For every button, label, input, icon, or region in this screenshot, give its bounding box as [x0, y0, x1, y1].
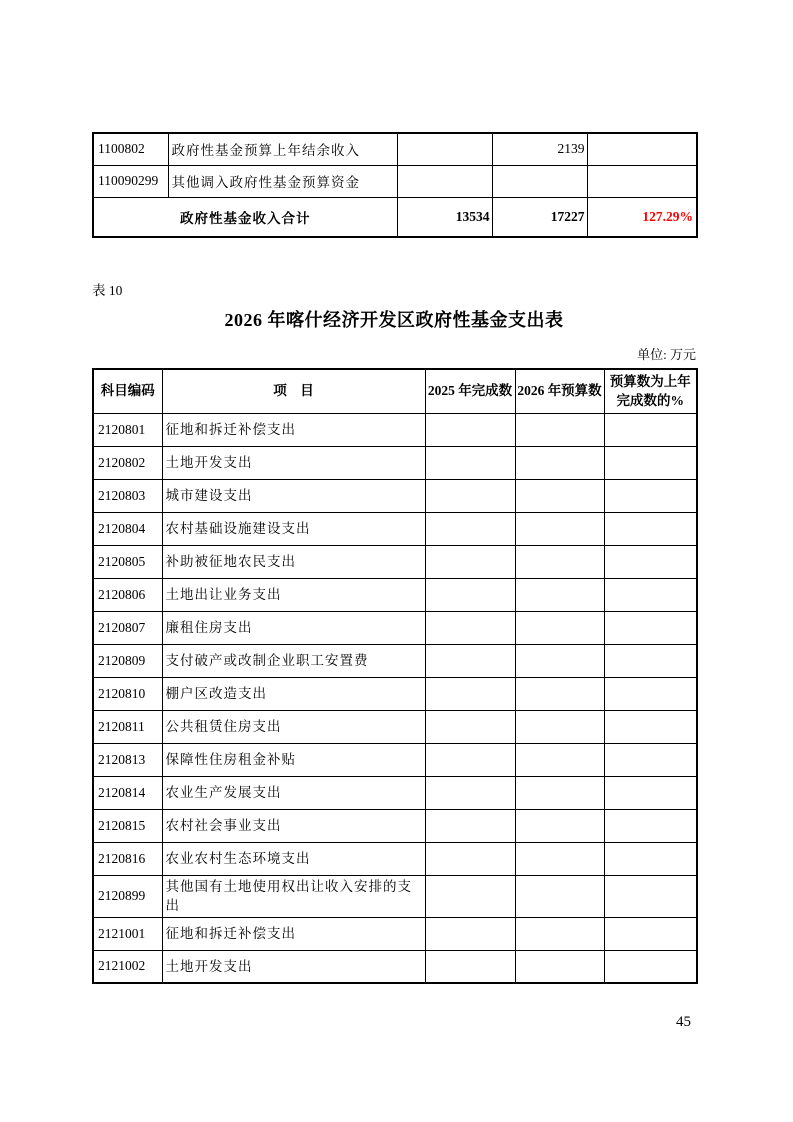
subject-code-cell: 2120802	[93, 446, 162, 479]
percent-cell	[604, 512, 697, 545]
item-name-cell: 其他调入政府性基金预算资金	[168, 165, 397, 197]
item-name-cell: 其他国有土地使用权出让收入安排的支出	[162, 875, 425, 917]
percent-cell	[604, 545, 697, 578]
value-2026-cell	[515, 512, 604, 545]
value-2025-cell	[425, 545, 515, 578]
item-name-cell: 征地和拆迁补偿支出	[162, 917, 425, 950]
value-2025-cell	[425, 917, 515, 950]
subject-code-cell: 2120816	[93, 842, 162, 875]
value-2026-cell	[515, 644, 604, 677]
table-row	[93, 842, 697, 875]
percent-cell	[604, 446, 697, 479]
percent-cell	[604, 578, 697, 611]
value-2026-cell	[515, 809, 604, 842]
header-percent: 预算数为上年完成数的%	[604, 369, 697, 413]
item-name-cell: 廉租住房支出	[162, 611, 425, 644]
item-name-cell: 土地出让业务支出	[162, 578, 425, 611]
value-2026-cell	[515, 578, 604, 611]
value-2025-cell	[397, 165, 492, 197]
income-table-total	[93, 197, 697, 237]
table-row	[93, 611, 697, 644]
value-2026-cell	[515, 776, 604, 809]
table-row	[93, 512, 697, 545]
value-2025-cell	[425, 677, 515, 710]
subject-code-cell: 2120813	[93, 743, 162, 776]
value-2025-cell	[425, 950, 515, 983]
percent-cell	[604, 479, 697, 512]
value-2026-cell: 2139	[492, 133, 587, 165]
value-2025-cell	[425, 809, 515, 842]
percent-cell	[587, 133, 697, 165]
value-2025-cell	[425, 776, 515, 809]
value-2025-cell	[425, 479, 515, 512]
subject-code-cell: 2120801	[93, 413, 162, 446]
subject-code-cell: 2120803	[93, 479, 162, 512]
value-2026-cell	[515, 479, 604, 512]
item-name-cell: 农业生产发展支出	[162, 776, 425, 809]
table-row	[93, 578, 697, 611]
subject-code-cell: 2120811	[93, 710, 162, 743]
value-2025-cell	[425, 842, 515, 875]
percent-cell	[604, 611, 697, 644]
subject-code-cell: 2120807	[93, 611, 162, 644]
percent-cell	[604, 776, 697, 809]
table-row	[93, 165, 697, 197]
subject-code-cell: 2120814	[93, 776, 162, 809]
subject-code-cell: 2120806	[93, 578, 162, 611]
percent-cell	[604, 677, 697, 710]
table-row	[93, 950, 697, 983]
item-name-cell: 征地和拆迁补偿支出	[162, 413, 425, 446]
table-row	[93, 917, 697, 950]
total-2026-cell: 17227	[492, 197, 587, 237]
item-name-cell: 政府性基金预算上年结余收入	[168, 133, 397, 165]
header-row	[93, 369, 697, 413]
value-2026-cell	[515, 611, 604, 644]
subject-code-cell: 1100802	[93, 133, 168, 165]
table-row	[93, 875, 697, 917]
value-2026-cell	[515, 743, 604, 776]
expense-table-header	[93, 369, 697, 413]
table-row	[93, 133, 697, 165]
header-2026-budget: 2026 年预算数	[515, 369, 604, 413]
value-2025-cell	[425, 743, 515, 776]
subject-code-cell: 2121001	[93, 917, 162, 950]
item-name-cell: 土地开发支出	[162, 446, 425, 479]
item-name-cell: 城市建设支出	[162, 479, 425, 512]
expense-table-body	[93, 413, 697, 983]
item-name-cell: 棚户区改造支出	[162, 677, 425, 710]
income-table-continuation	[92, 132, 698, 238]
unit-label: 单位: 万元	[637, 347, 696, 362]
item-name-cell: 农业农村生态环境支出	[162, 842, 425, 875]
subject-code-cell: 2120899	[93, 875, 162, 917]
percent-cell	[604, 950, 697, 983]
total-percent-cell: 127.29%	[587, 197, 697, 237]
value-2025-cell	[425, 446, 515, 479]
item-name-cell: 农村基础设施建设支出	[162, 512, 425, 545]
subject-code-cell: 2120815	[93, 809, 162, 842]
header-item: 项 目	[162, 369, 425, 413]
value-2025-cell	[425, 611, 515, 644]
subject-code-cell: 2120809	[93, 644, 162, 677]
subject-code-cell: 2121002	[93, 950, 162, 983]
value-2026-cell	[515, 446, 604, 479]
value-2025-cell	[425, 710, 515, 743]
percent-cell	[604, 413, 697, 446]
item-name-cell: 保障性住房租金补贴	[162, 743, 425, 776]
item-name-cell: 土地开发支出	[162, 950, 425, 983]
value-2026-cell	[492, 165, 587, 197]
value-2025-cell	[425, 644, 515, 677]
table-number-label: 表 10	[92, 283, 123, 298]
page-number: 45	[676, 1014, 691, 1030]
table-row	[93, 479, 697, 512]
value-2026-cell	[515, 545, 604, 578]
percent-cell	[604, 710, 697, 743]
table-row	[93, 545, 697, 578]
value-2026-cell	[515, 917, 604, 950]
percent-cell	[604, 644, 697, 677]
percent-cell	[604, 917, 697, 950]
value-2025-cell	[397, 133, 492, 165]
item-name-cell: 公共租赁住房支出	[162, 710, 425, 743]
value-2025-cell	[425, 413, 515, 446]
table-row	[93, 677, 697, 710]
table-row	[93, 446, 697, 479]
percent-cell	[604, 809, 697, 842]
value-2025-cell	[425, 512, 515, 545]
value-2025-cell	[425, 578, 515, 611]
item-name-cell: 补助被征地农民支出	[162, 545, 425, 578]
page-title: 2026 年喀什经济开发区政府性基金支出表	[224, 310, 564, 330]
table-row	[93, 809, 697, 842]
table-row	[93, 710, 697, 743]
income-table-body	[93, 133, 697, 197]
total-row	[93, 197, 697, 237]
percent-cell	[604, 842, 697, 875]
table-row	[93, 644, 697, 677]
header-subject-code: 科目编码	[93, 369, 162, 413]
value-2026-cell	[515, 710, 604, 743]
percent-cell	[604, 875, 697, 917]
value-2026-cell	[515, 950, 604, 983]
item-name-cell: 农村社会事业支出	[162, 809, 425, 842]
subject-code-cell: 2120810	[93, 677, 162, 710]
value-2025-cell	[425, 875, 515, 917]
subject-code-cell: 2120804	[93, 512, 162, 545]
subject-code-cell: 110090299	[93, 165, 168, 197]
total-2025-cell: 13534	[397, 197, 492, 237]
value-2026-cell	[515, 677, 604, 710]
value-2026-cell	[515, 413, 604, 446]
header-2025-actual: 2025 年完成数	[425, 369, 515, 413]
item-name-cell: 支付破产或改制企业职工安置费	[162, 644, 425, 677]
expense-table	[92, 368, 698, 984]
percent-cell	[604, 743, 697, 776]
table-row	[93, 743, 697, 776]
value-2026-cell	[515, 875, 604, 917]
value-2026-cell	[515, 842, 604, 875]
table-row	[93, 413, 697, 446]
total-label-cell: 政府性基金收入合计	[93, 197, 397, 237]
table-row	[93, 776, 697, 809]
subject-code-cell: 2120805	[93, 545, 162, 578]
percent-cell	[587, 165, 697, 197]
